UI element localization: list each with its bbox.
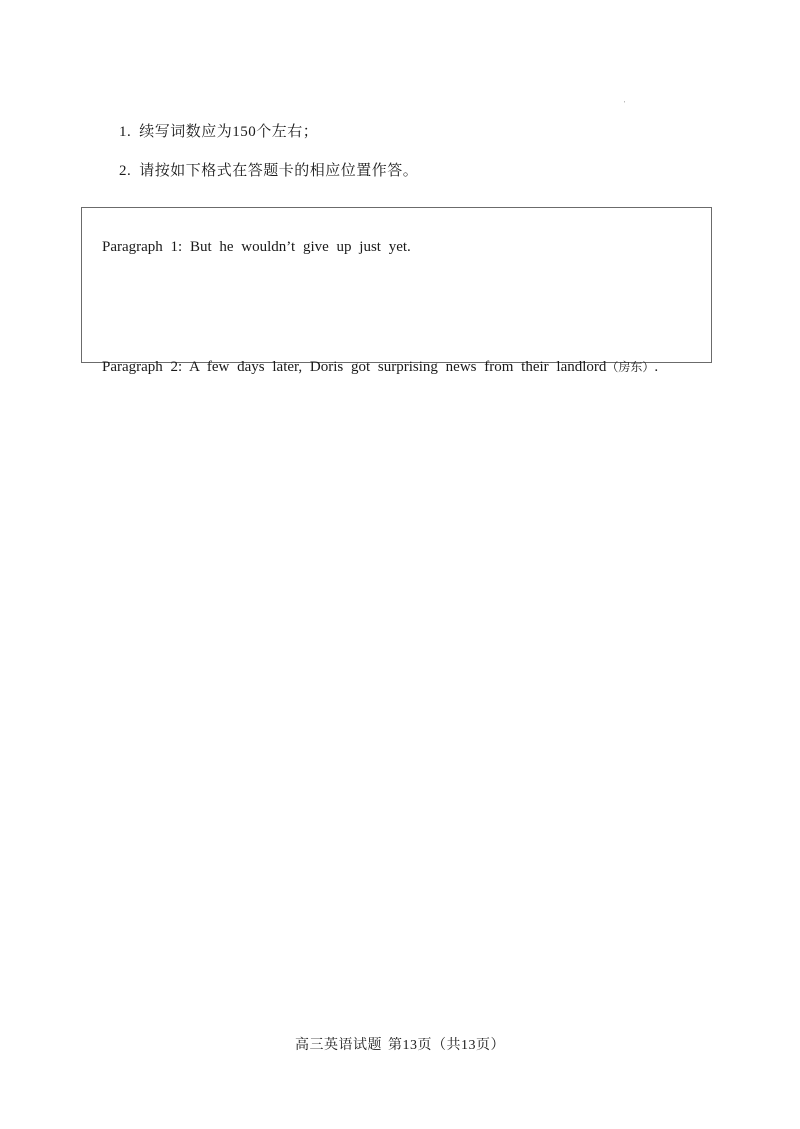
paragraph-2-period: . <box>654 359 659 375</box>
paragraph-2-prompt <box>102 358 658 376</box>
instruction-2 <box>119 159 418 180</box>
instruction-text: 续写词数应为150个左右； <box>139 124 319 140</box>
paragraph-2-text: Paragraph 2: A few days later, Doris got surprising news from their landlord <box>102 359 607 375</box>
page-footer <box>0 1034 800 1054</box>
answer-box <box>81 207 712 363</box>
stray-mark: ' <box>624 100 626 108</box>
footer-subject: 高三英语试题 <box>295 1038 382 1053</box>
footer-page-number: 第13页（共13页） <box>388 1038 505 1053</box>
instruction-number: 2. <box>119 163 132 179</box>
paragraph-2-gloss: （房东） <box>606 360 655 374</box>
instruction-text: 请按如下格式在答题卡的相应位置作答。 <box>139 163 419 179</box>
instruction-1 <box>119 120 318 141</box>
instruction-number: 1. <box>119 124 132 140</box>
paragraph-1-prompt: Paragraph 1: But he wouldn’t give up just yet. <box>102 239 411 255</box>
